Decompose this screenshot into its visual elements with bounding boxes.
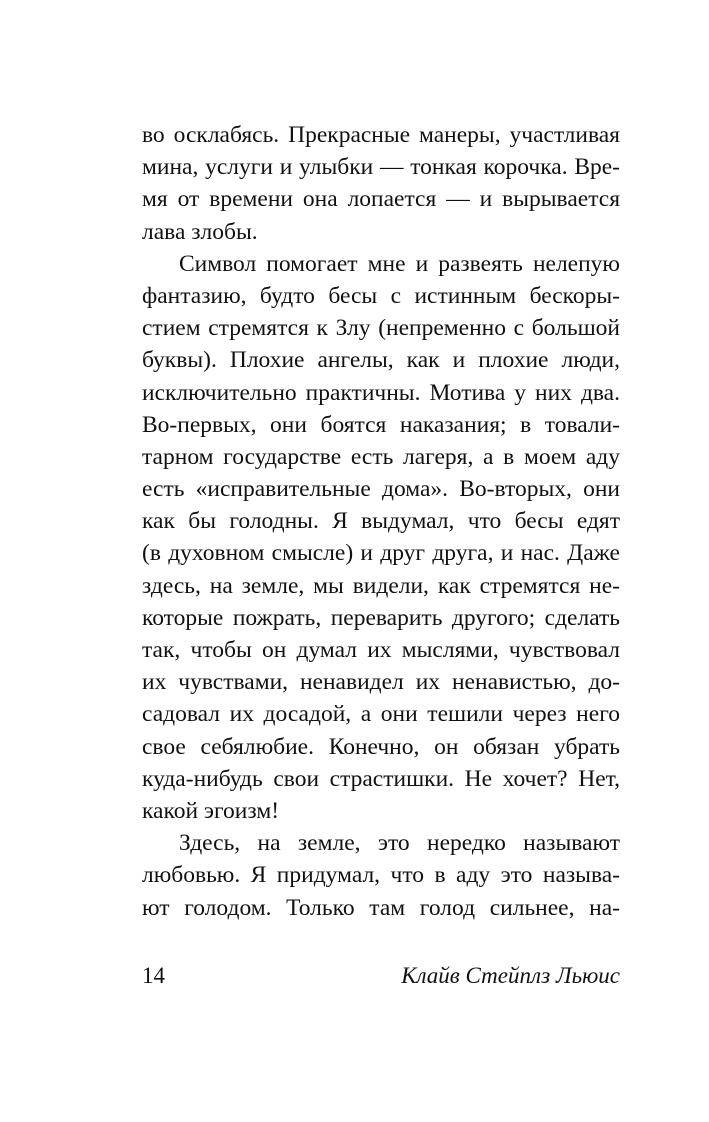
page-footer <box>142 960 620 992</box>
running-footer-author: Клайв Стейплз Льюис <box>401 963 620 988</box>
text-line: стием стремятся к Злу (непременно с большой <box>142 315 620 342</box>
paragraph-first-line: Символ помогает мне и развеять нелепую <box>179 250 620 277</box>
text-line: садовал их досадой, а они тешили через него <box>142 701 620 728</box>
text-line: как бы голодны. Я выдумал, что бесы едят <box>142 508 620 535</box>
text-line: Во-первых, они боятся наказания; в товали- <box>142 411 620 438</box>
text-line: мина, услуги и улыбки — тонкая корочка. Вре- <box>142 154 620 181</box>
text-line: буквы). Плохие ангелы, как и плохие люди, <box>142 347 620 374</box>
text-line: исключительно практичны. Мотива у них два. <box>142 379 620 406</box>
text-line: которые пожрать, переварить другого; сделать <box>142 604 620 631</box>
text-line: есть «исправительные дома». Во-вторых, они <box>142 476 620 503</box>
text-line: куда-нибудь свои страстишки. Не хочет? Нет, <box>142 765 620 792</box>
text-line: так, чтобы он думал их мыслями, чувствовал <box>142 637 620 663</box>
text-line: какой эгоизм! <box>142 797 280 824</box>
text-line: во осклабясь. Прекрасные манеры, участливая <box>142 122 620 148</box>
text-line: мя от времени она лопается — и вырывается <box>142 186 620 213</box>
text-line: свое себялюбие. Конечно, он обязан убрать <box>142 733 620 760</box>
paragraph-first-line: Здесь, на земле, это нередко называют <box>179 830 620 857</box>
text-line: их чувствами, ненавидел их ненавистью, до- <box>142 669 620 696</box>
page-body <box>142 119 620 924</box>
page-number: 14 <box>142 963 165 988</box>
text-line: тарном государстве есть лагеря, а в моем аду <box>142 443 620 470</box>
text-line: любовью. Я придумал, что в аду это называ- <box>142 862 620 889</box>
text-line: (в духовном смысле) и друг друга, и нас. Даже <box>142 540 620 567</box>
text-line: ют голодом. Только там голод сильнее, на- <box>142 894 620 921</box>
text-line: лава злобы. <box>142 218 258 245</box>
text-line: фантазию, будто бесы с истинным бескоры- <box>142 282 620 309</box>
text-line: здесь, на земле, мы видели, как стремятся не- <box>142 572 620 599</box>
